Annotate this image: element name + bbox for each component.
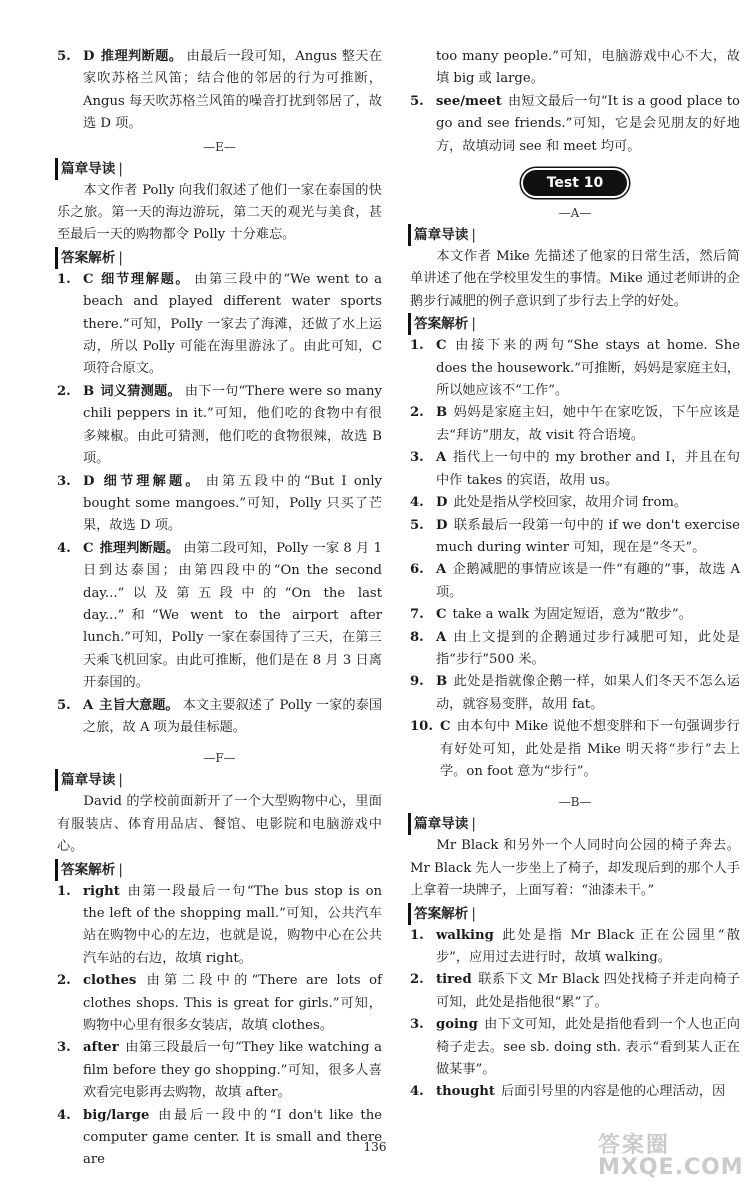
item-number: 10. [410, 719, 433, 735]
left-column [57, 46, 382, 1172]
item-answer: see/meet [436, 93, 502, 109]
answer-item [410, 402, 740, 447]
section-header-answers: 答案解析 | [408, 313, 740, 335]
section-header-guide: 篇章导读 | [55, 769, 382, 791]
answer-item [410, 492, 740, 514]
page-number: 136 [363, 1140, 387, 1154]
passage-guide-a: 本文作者 Mike 先描述了他家的日常生活，然后简单讲述了他在学校里发生的事情。Mike 通过老师讲的企鹅步行减肥的例子意识到了步行去上学的好处。 [410, 249, 740, 309]
item-number: 7. [410, 607, 424, 623]
answer-item [410, 1081, 740, 1103]
item-answer: C [436, 338, 447, 354]
item-answer: after [83, 1040, 119, 1056]
item-explanation: 后面引号里的内容是他的心理活动，因 [500, 1084, 726, 1100]
item-answer: D [83, 473, 95, 489]
answer-item [410, 1014, 740, 1081]
answer-item [410, 515, 740, 560]
item-number: 1. [57, 883, 71, 899]
answer-item [410, 716, 740, 783]
item-explanation: take a walk 为固定短语，意为“散步”。 [452, 607, 692, 623]
item-number: 5. [57, 697, 71, 713]
item-question-type: 词义猜测题。 [100, 383, 181, 399]
watermark-text-bottom: MXQE.COM [598, 1155, 744, 1180]
item-answer: B [436, 674, 448, 690]
item-number: 5. [57, 49, 71, 64]
item-answer: right [83, 883, 120, 899]
item-number: 3. [410, 450, 424, 466]
passage-guide-e: 本文作者 Polly 向我们叙述了他们一家在泰国的快乐之旅。第一天的海边游玩，第二天的观光与美食，甚至最后一天的购物都令 Polly 十分难忘。 [57, 182, 382, 243]
item-number: 9. [410, 674, 424, 690]
item-answer: A [83, 697, 94, 713]
section-header-guide: 篇章导读 | [408, 224, 740, 246]
item-answer: D [436, 517, 448, 533]
item-number: 2. [57, 383, 71, 399]
answer-item [410, 969, 740, 1014]
item-answer: C [83, 271, 94, 287]
item-question-type: 细节理解题。 [100, 473, 202, 489]
item-explanation: 由接下来的两句“She stays at home. She does the housework.”可推断，妈妈是家庭主妇，所以她应该不“工作”。 [436, 338, 740, 399]
item-answer: A [436, 562, 447, 578]
passage-guide-b: Mr Black 和另外一个人同时向公园的椅子奔去。Mr Black 先人一步坐上了椅子，却发现后到的那个人手上拿着一块牌子，上面写着：“油漆未干。” [410, 838, 740, 899]
item-answer: clothes [83, 973, 137, 989]
item-explanation: 指代上一句中的 my brother and I，并且在句中作 takes 的宾语，故用 us。 [436, 450, 740, 488]
section-header-answers: 答案解析 | [408, 903, 740, 925]
item-question-type: 推理判断题。 [100, 49, 183, 64]
item-number: 5. [410, 93, 424, 109]
item-explanation: 由下文可知，此处是指他看到一个人也正向椅子走去。see sb. doing sth. 表示“看到某人正在做某事”。 [436, 1017, 740, 1078]
item-number: 1. [410, 338, 424, 354]
item-answer: A [436, 450, 447, 466]
item-number: 3. [57, 473, 71, 489]
answer-item [57, 1037, 382, 1104]
item-answer: tired [436, 972, 472, 988]
item-explanation: 此处是指从学校回家，故用介词 from。 [453, 495, 688, 511]
item-explanation: 此处是指就像企鹅一样，如果人们冬天不怎么运动，就容易变胖，故用 fat。 [436, 674, 740, 712]
test-title-badge: Test 10 [523, 170, 627, 196]
item-answer: A [436, 629, 447, 645]
item-explanation: 由短文最后一句“It is a good place to go and see friends.”可知，它是会见朋友的好地方，故填动词 see 和 meet 均可。 [436, 93, 740, 154]
item-number: 4. [57, 1107, 71, 1123]
item-explanation: 由第二段中的“There are lots of clothes shops. This is great for girls.”可知，购物中心里有很多女装店，故填 clothes。 [83, 973, 382, 1034]
item-number: 4. [410, 1084, 424, 1100]
answer-item [57, 269, 382, 381]
item-explanation: 由第五段中的“But I only bought some mangoes.”可知，Polly 只买了芒果，故选 D 项。 [83, 473, 383, 534]
item-number: 3. [57, 1040, 71, 1056]
watermark-text-top: 答案圈 [598, 1133, 671, 1158]
answer-list-f [57, 881, 382, 1172]
answer-item [57, 970, 382, 1037]
item-explanation: 联系最后一段第一句中的 if we don't exercise much during winter 可知，现在是“冬天”。 [436, 517, 740, 555]
answer-item-continued: too many people.”可知，电脑游戏中心不大，故填 big 或 large。 [436, 49, 740, 87]
watermark-logo [598, 1128, 744, 1184]
answer-item [57, 1105, 382, 1172]
item-question-type: 细节理解题。 [99, 271, 191, 287]
item-explanation: 由第二段可知，Polly 一家 8 月 1 日到达泰国；由第四段中的“On the second day...”以及第五段中的“On the last day...”和“We went to the airport after lunch.”可知，Polly 一家在泰国待了三天，在第三天乘飞机回家。由此可推断，他们是在 8 月 3 日离开泰国的。 [83, 540, 382, 691]
item-number: 2. [410, 405, 424, 421]
item-answer: C [436, 607, 447, 623]
item-answer: walking [436, 927, 494, 943]
item-answer: C [83, 540, 94, 556]
item-question-type: 主旨大意题。 [99, 697, 179, 713]
answer-item [57, 471, 382, 538]
item-number: 1. [57, 271, 71, 287]
answer-item [410, 447, 740, 492]
answer-item [410, 335, 740, 402]
item-question-type: 推理判断题。 [99, 540, 180, 556]
answer-item [410, 559, 740, 604]
answer-list-e [57, 269, 382, 740]
item-explanation: 联系下文 Mr Black 四处找椅子并走向椅子可知，此处是指他很“累”了。 [436, 972, 740, 1010]
section-divider-f: —F— [203, 751, 236, 766]
answer-item [410, 627, 740, 672]
answer-item [410, 604, 740, 626]
item-explanation: 本文主要叙述了 Polly 一家的泰国之旅，故 A 项为最佳标题。 [83, 697, 383, 735]
item-explanation: 由第三段最后一句“They like watching a film before they go shopping.”可知，很多人喜欢看完电影再去购物，故填 after。 [83, 1040, 382, 1101]
answer-item [57, 538, 382, 695]
section-header-answers: 答案解析 | [55, 859, 382, 881]
answer-item [410, 925, 740, 970]
answer-item-d5 [57, 46, 382, 136]
item-number: 4. [57, 540, 71, 556]
item-number: 6. [410, 562, 424, 578]
item-explanation: 由最后一段可知，Angus 整天在家吹苏格兰风笛；结合他的邻居的行为可推断，Angus 每天吹苏格兰风笛的噪音打扰到邻居了，故选 D 项。 [83, 49, 382, 132]
answer-list-a [410, 335, 740, 783]
item-explanation: 由本句中 Mike 说他不想变胖和下一句强调步行有好处可知，此处是指 Mike 明天将“步行”去上学。on foot 意为“步行”。 [440, 719, 740, 779]
passage-guide-f: David 的学校前面新开了一个大型购物中心，里面有服装店、体育用品店、餐馆、电影院和电脑游戏中心。 [57, 794, 382, 855]
item-explanation: 由第一段最后一句“The bus stop is on the left of the shopping mall.”可知，公共汽车站在购物中心的左边，也就是说，购物中心在公共汽车站的右边，故填 right。 [83, 883, 382, 966]
item-explanation: 由上文提到的企鹅通过步行减肥可知，此处是指“步行”500 米。 [436, 629, 740, 667]
item-explanation: 妈妈是家庭主妇，她中午在家吃饭，下午应该是去“拜访”朋友，故 visit 符合语境。 [436, 405, 740, 443]
item-answer: B [83, 383, 95, 399]
answer-item [57, 695, 382, 740]
item-answer: D [436, 495, 448, 511]
answer-item [57, 381, 382, 471]
item-explanation: 此处是指 Mr Black 正在公园里“散步”，应用过去进行时，故填 walking。 [436, 927, 740, 965]
answer-item [410, 671, 740, 716]
item-answer: B [436, 405, 448, 421]
item-answer: big/large [83, 1107, 150, 1123]
item-number: 5. [410, 517, 424, 533]
item-number: 8. [410, 629, 424, 645]
item-explanation: 由下一句“There were so many chili peppers in it.”可知，他们吃的食物中有很多辣椒。由此可猜测，他们吃的食物很辣，故选 B 项。 [83, 383, 382, 467]
item-answer: D [83, 49, 95, 64]
item-answer: C [440, 719, 451, 735]
item-answer: going [436, 1017, 478, 1033]
right-column [410, 46, 740, 1104]
item-explanation: 由第三段中的“We went to a beach and played different water sports there.”可知，Polly 一家去了海滩，还做了水上运动，所以 Polly 可能在海里游泳了。由此可知，C 项符合原文。 [83, 271, 383, 377]
section-header-guide: 篇章导读 | [55, 158, 382, 180]
section-header-answers: 答案解析 | [55, 247, 382, 269]
section-header-guide: 篇章导读 | [408, 813, 740, 835]
section-divider-e: —E— [203, 139, 236, 154]
answer-list-b [410, 925, 740, 1104]
item-number: 4. [410, 495, 424, 511]
section-divider-a: —A— [558, 206, 592, 221]
item-number: 2. [57, 973, 71, 989]
section-divider-b: —B— [558, 795, 592, 810]
item-answer: thought [436, 1084, 495, 1100]
answer-item-f5 [410, 91, 740, 158]
item-number: 1. [410, 927, 424, 943]
item-explanation: 由最后一段中的“I don't like the computer game center. It is small and there are [83, 1107, 382, 1168]
item-number: 2. [410, 972, 424, 988]
item-explanation: 企鹅减肥的事情应该是一件“有趣的”事，故选 A 项。 [436, 562, 740, 600]
item-number: 3. [410, 1017, 424, 1033]
answer-item [57, 881, 382, 971]
